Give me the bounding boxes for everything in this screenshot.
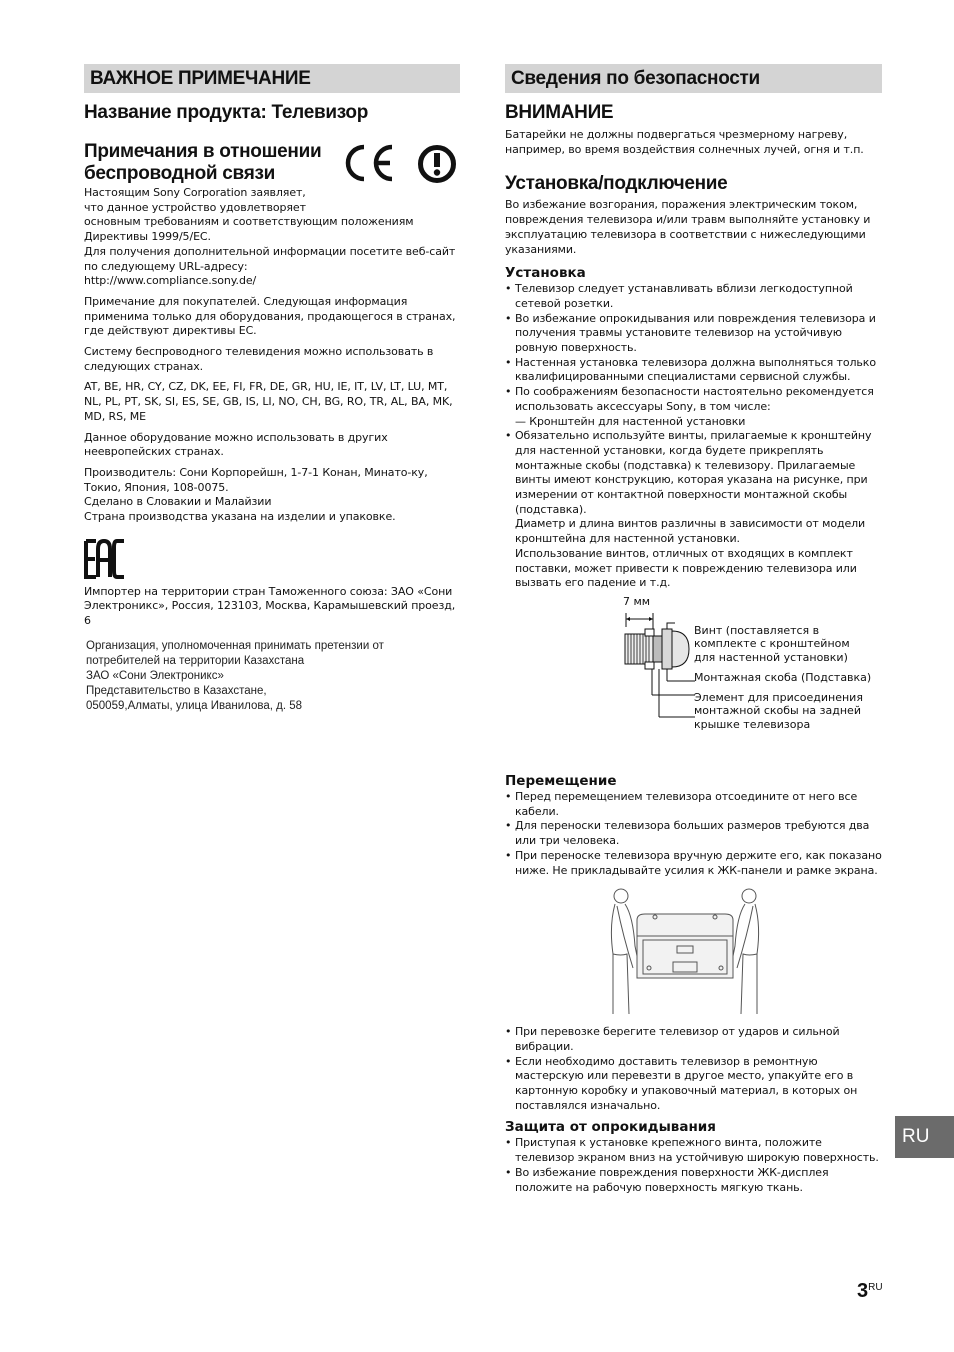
list-item: • Настенная установка телевизора должна выполняться только квалифицированными специалистами сервисной службы. [505, 356, 882, 385]
list-item: • Для переноски телевизора больших размеров требуются два или три человека. [505, 819, 882, 848]
compliance-url: http://www.compliance.sony.de/ [84, 274, 257, 288]
list-item: • При перевозке берегите телевизор от ударов и сильной вибрации. [505, 1025, 882, 1054]
declaration-line: Для получения дополнительной информации посетите веб-сайт по следующему URL-адресу: [84, 244, 456, 273]
setup-heading: Установка [505, 265, 586, 282]
buyers-note: Примечание для покупателей. Следующая информация применима только для оборудования, продающегося в странах, где действуют директивы ЕС. [84, 294, 456, 338]
wireless-heading-line2: беспроводной связи [84, 163, 276, 184]
alert-mark-icon [417, 144, 457, 184]
list-item-text: Диаметр и длина винтов различны в зависимости от модели кронштейна для настенной установки. [515, 517, 866, 546]
element-label-line: крышке телевизора [694, 717, 811, 731]
claims-line: Представительство в Казахстане, [86, 684, 267, 697]
origin-line: Страна производства указана на изделии и упаковке. [84, 510, 396, 524]
screw-label-line: для настенной установки) [694, 650, 848, 664]
list-item: • Телевизор следует устанавливать вблизи легкодоступной сетевой розетки. [505, 282, 882, 311]
tip-prevention-list [505, 1136, 882, 1195]
importer-text: Импортер на территории стран Таможенного союза: ЗАО «Сони Электроникс», Россия, 123103, Москва, Карамышевский проезд, 6 [84, 584, 456, 628]
install-heading: Установка/подключение [505, 173, 728, 195]
transport-list [505, 1025, 882, 1113]
wireless-heading-line1: Примечания в отношении [84, 141, 322, 162]
declaration-line: Настоящим Sony Corporation заявляет, [84, 186, 306, 199]
list-item-text: • По соображениям безопасности настоятельно рекомендуется использовать аксессуары Sony, в том числе: [515, 385, 874, 413]
eac-mark-icon [84, 539, 126, 579]
kazakhstan-claims-text [84, 639, 460, 714]
claims-line: 050059,Алматы, улица Иванилова, д. 58 [86, 699, 303, 712]
list-item: • При переноске телевизора вручную держите его, как показано ниже. Не прикладывайте усилия к ЖК-панели и рамке экрана. [505, 849, 882, 878]
list-item [505, 429, 882, 591]
dimension-label: 7 мм [623, 594, 651, 608]
caution-heading: ВНИМАНИЕ [505, 102, 614, 123]
claims-line: ЗАО «Сони Электроникс» [86, 669, 224, 682]
claims-line: Организация, уполномоченная принимать претензии от [86, 639, 384, 652]
screw-label [694, 624, 850, 665]
list-subitem: — Кронштейн для настенной установки [515, 414, 746, 428]
screw-label-line: комплекте с кронштейном [694, 637, 850, 651]
list-item: • Приступая к установке крепежного винта, положите телевизор экраном вниз на устойчивую широкую поверхность. [505, 1136, 882, 1165]
screw-diagram-icon [615, 609, 700, 729]
right-column [505, 64, 882, 1195]
caution-text: Батарейки не должны подвергаться чрезмерному нагреву, например, во время воздействия солнечных лучей, огня и т.п. [505, 128, 864, 156]
page-number [857, 1280, 883, 1303]
language-tab: RU [895, 1116, 954, 1158]
page-number-value: 3 [857, 1280, 869, 1302]
tip-prevention-heading: Защита от опрокидывания [505, 1119, 716, 1136]
list-item: • Перед перемещением телевизора отсоедините от него все кабели. [505, 790, 882, 819]
wireless-use-text: Систему беспроводного телевидения можно использовать в следующих странах. [84, 345, 434, 373]
list-item: • Во избежание повреждения поверхности ЖК-дисплея положите на рабочую поверхность мягкую ткань. [505, 1166, 882, 1195]
element-label-line: монтажной скобы на задней [694, 704, 861, 718]
moving-list [505, 790, 882, 878]
declaration-text [84, 186, 460, 289]
ce-mark-icon [340, 143, 396, 183]
list-item: • Если необходимо доставить телевизор в ремонтную мастерскую или перевезти в другое место, упакуйте его в картонную коробку и упаковочный материал, в которых он поставлялся изначально. [505, 1055, 882, 1114]
non-eu-text: Данное оборудование можно использовать в других неевропейских странах. [84, 430, 388, 459]
moving-heading: Перемещение [505, 772, 617, 789]
element-label [694, 691, 863, 732]
wireless-section [84, 141, 460, 185]
list-item-text: Использование винтов, отличных от входящих в комплект поставки, может привести к повреждению телевизора или вызвать его падение и т.д. [515, 546, 857, 590]
install-intro: Во избежание возгорания, поражения электрическим током, повреждения телевизора и/или травм выполняйте установку и эксплуатацию телевизора в соответствии с нижеследующими указаниями. [505, 198, 871, 256]
declaration-line: что данное устройство удовлетворяет [84, 200, 306, 214]
setup-list [505, 282, 882, 591]
screw-diagram [505, 595, 882, 765]
list-item: • Во избежание опрокидывания или повреждения телевизора и получения травмы установите телевизор на устойчивую ровную поверхность. [505, 312, 882, 356]
list-item [505, 385, 882, 429]
country-list: AT, BE, HR, CY, CZ, DK, EE, FI, FR, DE, GR, HU, IE, IT, LV, LT, LU, MT, NL, PL, PT, SK, SI, ES, SE, GB, IS, LI, NO, CH, BG, RO, TR, AL, BA, MK, MD, RS, ME [84, 380, 453, 423]
made-in-line: Сделано в Словакии и Малайзии [84, 495, 272, 509]
left-column [84, 64, 460, 714]
manufacturer-line: Производитель: Сони Корпорейшн, 1-7-1 Конан, Минато-ку, Токио, Япония, 108-0075. [84, 465, 428, 494]
element-label-line: Элемент для присоединения [694, 690, 863, 704]
bracket-label: Монтажная скоба (Подставка) [694, 670, 872, 684]
claims-line: потребителей на территории Казахстана [86, 654, 305, 667]
page-number-suffix: RU [868, 1282, 883, 1293]
declaration-line: основным требованиям и соответствующим положениям Директивы 1999/5/ЕС. [84, 215, 414, 244]
manufacturer-text [84, 466, 460, 525]
screw-label-line: Винт (поставляется в [694, 623, 820, 637]
safety-info-bar: Сведения по безопасности [505, 64, 882, 93]
carrying-tv-illustration-icon [605, 886, 765, 1016]
product-name-heading: Название продукта: Телевизор [84, 102, 369, 123]
important-note-bar: ВАЖНОЕ ПРИМЕЧАНИЕ [84, 64, 460, 93]
list-item-text: • Обязательно используйте винты, прилагаемые к кронштейну для настенной установки, когда будете прикреплять монтажные скобы (подставка) к телевизору. Прилагаемые винты имеют конструкцию, которая указана на рисунке, при измерении от контактной поверхности монтажной скобы (подставка). [515, 429, 872, 516]
